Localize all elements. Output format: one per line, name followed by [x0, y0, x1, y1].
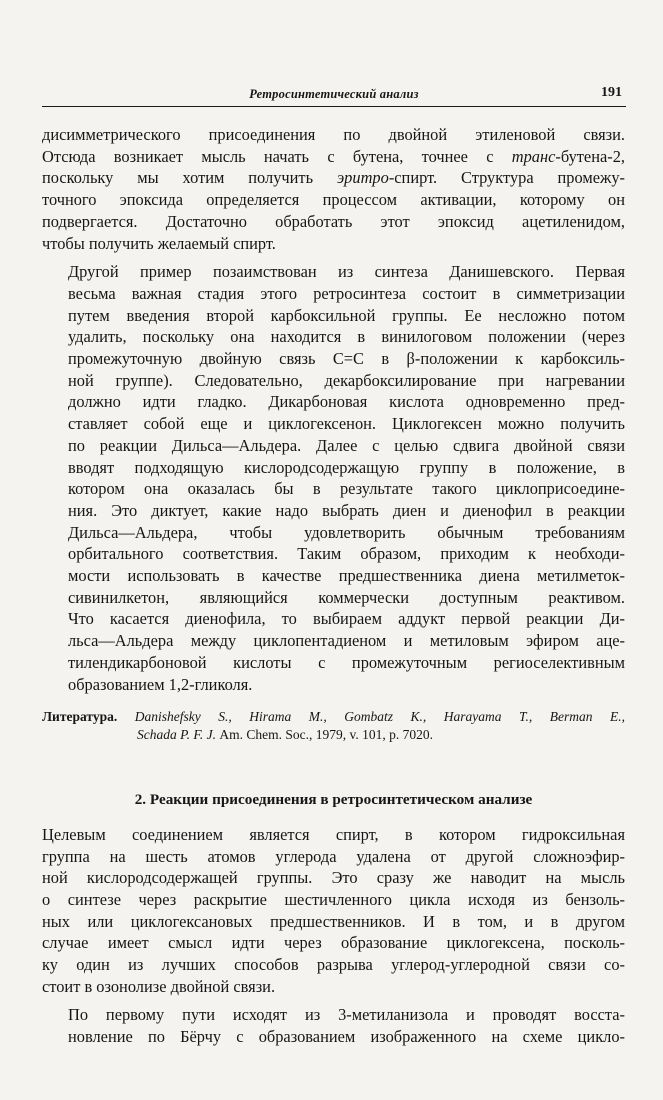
- text-line: тилендикарбоновой кислоты с промежуточным региоселективным: [68, 652, 625, 672]
- paragraph-target-compound: [42, 824, 625, 998]
- text-line: точного эпоксида определяется процессом активации, которому он: [42, 190, 625, 210]
- text-line: дисимметрического присоединения по двойной этиленовой связи.: [42, 125, 625, 144]
- text-line: весьма важная стадия этого ретросинтеза состоит в симметризации: [68, 283, 625, 303]
- text-line: Что касается диенофила, то выбираем аддукт первой реакции Ди-: [68, 609, 625, 629]
- reference-citation: Am. Chem. Soc., 1979, v. 101, p. 7020.: [219, 726, 433, 742]
- text-line: льса—Альдера между циклопентадиеном и метиловым эфиром аце-: [68, 631, 625, 651]
- text-line: промежуточную двойную связь C=C в β-положении к карбоксиль-: [68, 349, 625, 369]
- paragraph-danishefsky: [42, 261, 625, 695]
- text-line: поскольку мы хотим получить эритро-спирт. Структура промежу-: [42, 168, 625, 188]
- text-line: ной группе). Следовательно, декарбоксилирование при нагревании: [68, 370, 625, 390]
- text-line: Другой пример позаимствован из синтеза Данишевского. Первая: [68, 262, 625, 282]
- reference-authors: Danishefsky S., Hirama M., Gombatz K., Harayama T., Berman E.,: [134, 709, 626, 725]
- text-line: случае имеет смысл идти через образование циклогексена, посколь-: [42, 933, 625, 953]
- text-line: ных или циклогексановых предшественников. И в том, и в другом: [42, 911, 625, 931]
- paragraph-continuation: [42, 124, 625, 254]
- text-line: сивинилкетон, являющийся коммерчески доступным реактивом.: [68, 587, 625, 607]
- text-line: подвергается. Достаточно обработать этот эпоксид ацетиленидом,: [42, 211, 625, 231]
- running-title: Ретросинтетический анализ: [249, 87, 419, 101]
- section-heading: 2. Реакции присоединения в ретросинтетическом анализе: [134, 791, 533, 809]
- text-line: котором она оказалась бы в результате такого циклоприсоедине-: [68, 479, 625, 499]
- text-line: новление по Бёрчу с образованием изображенного на схеме цикло-: [68, 1027, 625, 1047]
- text-line: группа на шесть атомов углерода удалена от другой сложноэфир-: [42, 846, 625, 866]
- text-line: должно идти гладко. Дикарбоновая кислота одновременно пред-: [68, 392, 625, 412]
- text-line: Отсюда возникает мысль начать с бутена, точнее с транс-бутена-2,: [42, 146, 625, 166]
- page-number: 191: [601, 85, 622, 100]
- trans-term: транс: [511, 146, 556, 166]
- text-line: образованием 1,2-гликоля.: [68, 674, 253, 694]
- text-line: мости использовать в качестве предшественника диена метилметок-: [68, 566, 625, 586]
- text-line: Дильса—Альдера, чтобы удовлетворить обычным требованиям: [68, 522, 625, 542]
- text-line: удалить, поскольку она находится в винилоговом положении (через: [68, 327, 625, 347]
- text-line: о синтезе через раскрытие шестичленного цикла исходя из бензоль-: [42, 889, 625, 909]
- text-line: ку один из лучших способов разрыва углерод-углеродной связи со-: [42, 955, 625, 975]
- text-line: ставляет собой еще и циклогексенон. Циклогексен можно получить: [68, 414, 625, 434]
- text-line: чтобы получить желаемый спирт.: [42, 233, 276, 253]
- text-line: по реакции Дильса—Альдера. Далее с целью сдвига двойной связи: [68, 435, 625, 455]
- erythro-term: эритро: [336, 168, 389, 188]
- page-body: [42, 124, 625, 1048]
- text-line: стоит в озонолизе двойной связи.: [42, 976, 276, 996]
- reference-label: Литература.: [42, 709, 118, 725]
- text-line: ной кислородсодержащей группы. Это сразу же наводит на мысль: [42, 868, 625, 888]
- paragraph-first-route: [42, 1004, 625, 1047]
- text-line: орбитального соответствия. Таким образом, приходим к необходи-: [68, 544, 625, 564]
- text-line: ния. Это диктует, какие надо выбрать диен и диенофил в реакции: [68, 500, 625, 520]
- running-header: [42, 84, 626, 108]
- text-line: Целевым соединением является спирт, в котором гидроксильная: [42, 824, 625, 844]
- text-line: путем введения второй карбоксильной группы. Ее несложно потом: [68, 305, 625, 325]
- text-line: вводят подходящую кислородсодержащую группу в положение, в: [68, 457, 625, 477]
- literature-reference: [42, 708, 625, 743]
- text-line: По первому пути исходят из 3-метиланизола и проводят восста-: [68, 1005, 625, 1025]
- header-rule: [42, 106, 626, 107]
- reference-authors-cont: Schada P. F. J.: [137, 726, 216, 742]
